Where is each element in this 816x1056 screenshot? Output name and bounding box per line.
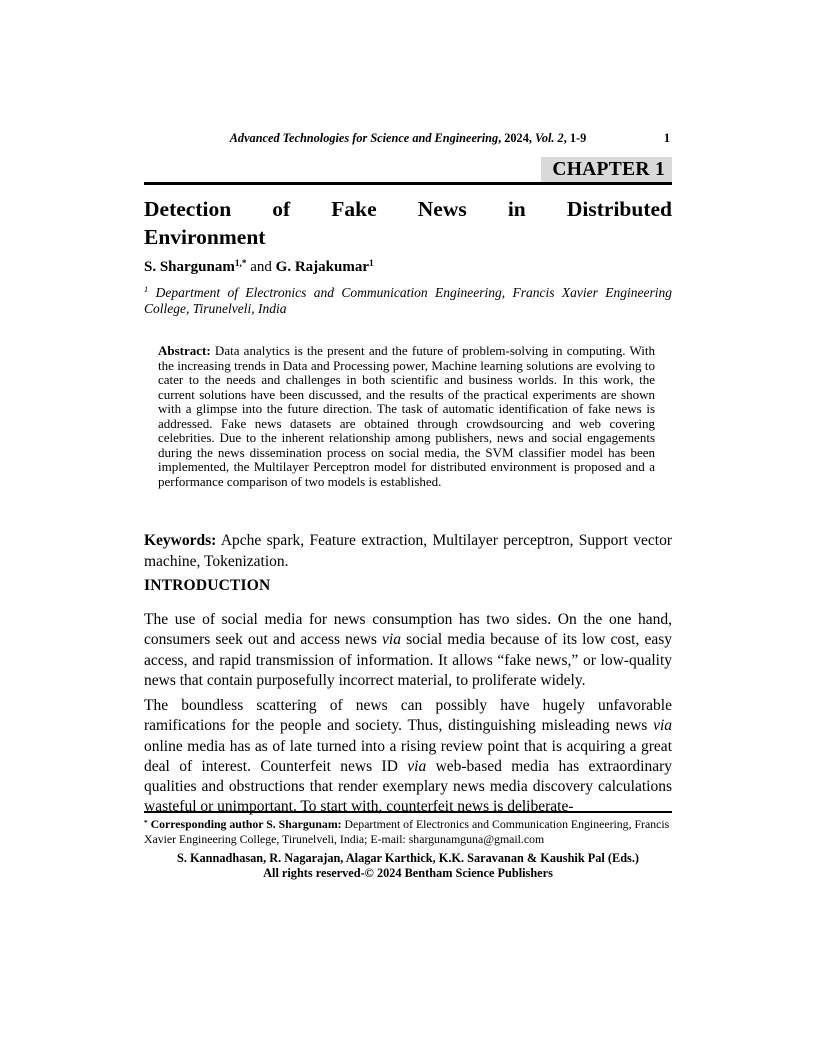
journal-title: Advanced Technologies for Science and Engineering xyxy=(229,131,499,145)
footnote-text: Department of Electronics and Communication Engineering, Francis Xavier Engineering College, Tirunelveli, India; E-mail: shargunamguna@gmail.com xyxy=(144,817,670,846)
footnote-label: Corresponding author S. Shargunam: xyxy=(147,817,342,831)
keywords-label: Keywords: xyxy=(144,532,217,549)
footnote-asterisk: * xyxy=(144,818,148,828)
affiliation-superscript: 1 xyxy=(144,285,149,295)
authors-connector: and xyxy=(246,259,276,275)
author-2-superscript: 1 xyxy=(369,258,374,269)
running-head-year: , 2024, xyxy=(498,131,535,145)
affiliation xyxy=(144,285,672,317)
affiliation-text: Department of Electronics and Communication Engineering, Francis Xavier Engineering College, Tirunelveli, India xyxy=(144,285,672,316)
book-footer xyxy=(144,851,672,880)
chapter-title-line2: Environment xyxy=(144,224,266,249)
paragraph-text: web-based media has extraordinary qualities and obstructions that render exemplary news media discovery calculations wasteful or unimportant. To start with, counterfeit news is deliberate- xyxy=(144,757,672,816)
footer-copyright: All rights reserved-© 2024 Bentham Science Publishers xyxy=(263,865,553,880)
chapter-rule xyxy=(144,157,672,185)
running-head xyxy=(144,131,672,148)
chapter-title xyxy=(144,196,672,251)
keywords-text: Apche spark, Feature extraction, Multilayer perceptron, Support vector machine, Tokenization. xyxy=(144,532,672,570)
intro-paragraph-1 xyxy=(144,610,672,691)
author-1-superscript: 1,* xyxy=(234,258,247,269)
paragraph-text: social media because of its low cost, easy access, and rapid transmission of information. It allows “fake news,” or low-quality news that contain purposefully incorrect material, to proliferate widely. xyxy=(144,631,672,689)
running-head-pages: , 1-9 xyxy=(563,131,587,145)
abstract-label: Abstract: xyxy=(158,343,211,358)
abstract-text: Data analytics is the present and the future of problem-solving in computing. With the increasing trends in Data and Processing power, Machine learning solutions are evolving to cater to the needs and challenges in both scientific and business worlds. In this work, the current solutions have been discussed, and the results of the practical experiments are shown with a glimpse into the future direction. The task of automatic identification of fake news is addressed. Fake news datasets are obtained through crowdsourcing and web covering celebrities. Due to the inherent relationship among publishers, news and social engagements during the news dissemination process on social media, the SVM classifier model has been implemented, the Multilayer Perceptron model for distributed environment is proposed and a performance comparison of two models is established. xyxy=(158,343,655,489)
paragraph-text-italic: via xyxy=(382,631,401,649)
running-head-text xyxy=(230,131,587,145)
chapter-title-line1: Detection of Fake News in Distributed xyxy=(144,197,672,221)
footer-editors: S. Kannadhasan, R. Nagarajan, Alagar Karthick, K.K. Saravanan & Kaushik Pal (Eds.) xyxy=(176,851,639,865)
section-heading-introduction: INTRODUCTION xyxy=(144,577,271,594)
keywords xyxy=(144,530,672,572)
intro-paragraph-2 xyxy=(144,696,672,818)
paragraph-text: online media has as of late turned into a rising review point that is acquiring a great deal of interest. Counterfeit news ID xyxy=(144,737,672,775)
paragraph-text: The boundless scattering of news can possibly have hugely unfavorable ramifications for the people and society. Thus, distinguishing misleading news xyxy=(144,697,672,735)
author-2-name: G. Rajakumar xyxy=(275,259,370,275)
footnote-corresponding-author xyxy=(144,811,672,846)
paragraph-text-italic: via xyxy=(407,757,427,775)
authors-line xyxy=(144,259,672,276)
abstract xyxy=(158,344,655,489)
page-number: 1 xyxy=(663,131,670,145)
running-head-volume: Vol. 2 xyxy=(535,131,564,145)
chapter-badge: CHAPTER 1 xyxy=(541,157,672,182)
author-1-name: S. Shargunam xyxy=(144,259,235,275)
paragraph-text: The use of social media for news consumption has two sides. On the one hand, consumers seek out and access news xyxy=(144,611,672,649)
paragraph-text-italic: via xyxy=(653,717,672,735)
